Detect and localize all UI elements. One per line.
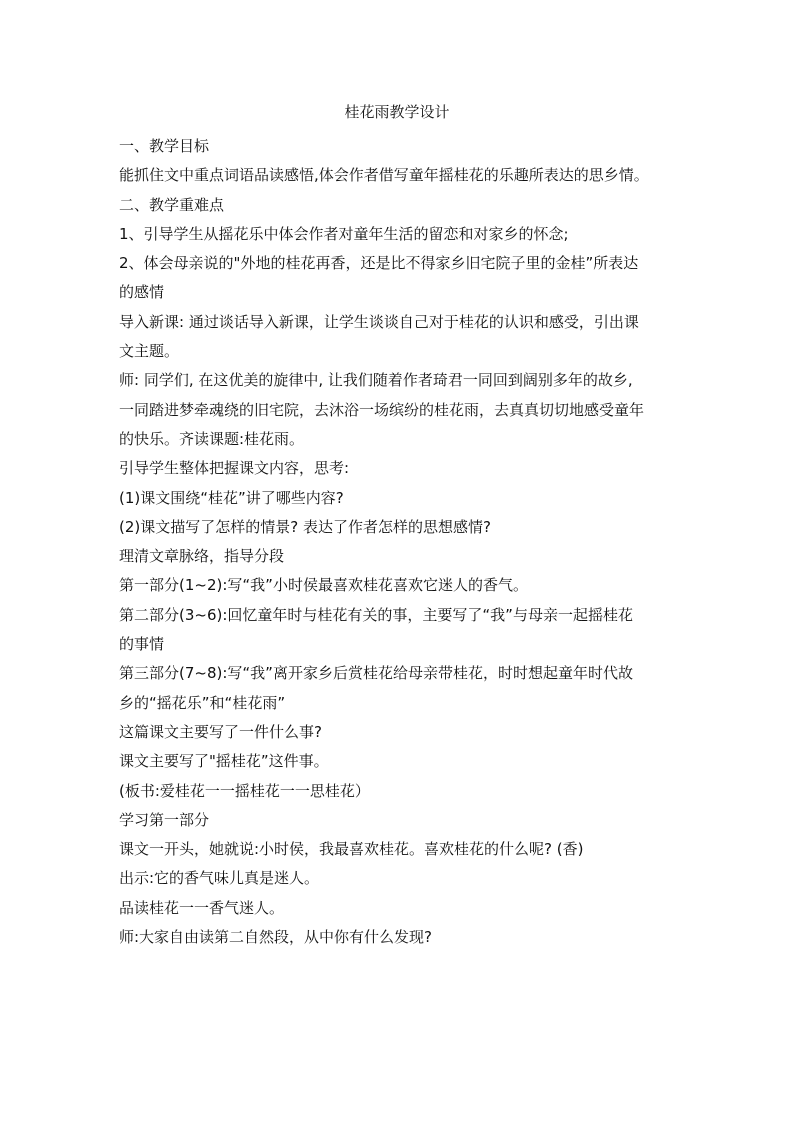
paragraph-line: 乡的“摇花乐”和“桂花雨” xyxy=(119,693,286,712)
paragraph-line: 1、引导学生从摇花乐中体会作者对童年生活的留恋和对家乡的怀念; xyxy=(119,224,569,243)
document-title: 桂花雨教学设计 xyxy=(344,103,450,121)
paragraph-line: 出示:它的香气味儿真是迷人。 xyxy=(119,869,320,888)
paragraph-line: 第二部分(3~6):回忆童年时与桂花有关的事，主要写了“我”与母亲一起摇桂花 xyxy=(119,605,633,624)
paragraph-line: 一同踏进梦牵魂绕的旧宅院，去沐浴一场缤纷的桂花雨，去真真切切地感受童年 xyxy=(119,400,645,419)
paragraph-line: 引导学生整体把握课文内容，思考: xyxy=(119,459,350,478)
paragraph-line: 课文一开头，她就说:小时侯，我最喜欢桂花。喜欢桂花的什么呢? (香) xyxy=(119,840,584,859)
paragraph-line: 的快乐。齐读课题:桂花雨。 xyxy=(119,429,305,448)
paragraph-line: 课文主要写了"摇桂花”这件事。 xyxy=(119,752,329,771)
paragraph-line: (1)课文围绕“桂花”讲了哪些内容? xyxy=(119,488,344,507)
paragraph-line: (板书:爱桂花一一摇桂花一一思桂花） xyxy=(119,781,370,800)
paragraph-line: 品读桂花一一香气迷人。 xyxy=(119,898,285,917)
paragraph-line: 第一部分(1~2):写“我”小时侯最喜欢桂花喜欢它迷人的香气。 xyxy=(119,576,528,595)
paragraph-line: 师: 同学们, 在这优美的旋律中, 让我们随着作者琦君一同回到阔别多年的故乡, xyxy=(119,371,633,390)
paragraph-line: 的感情 xyxy=(119,283,165,302)
paragraph-line: (2)课文描写了怎样的情景? 表达了作者怎样的思想感情? xyxy=(119,517,491,536)
paragraph-line: 能抓住文中重点词语品读感悟,体会作者借写童年摇桂花的乐趣所表达的思乡情。 xyxy=(119,166,649,185)
paragraph-line: 理清文章脉络，指导分段 xyxy=(119,547,285,566)
paragraph-line: 的事情 xyxy=(119,635,165,654)
paragraph-line: 这篇课文主要写了一件什么事? xyxy=(119,722,322,741)
section-heading-key-points: 二、教学重难点 xyxy=(119,195,225,214)
paragraph-line: 师:大家自由读第二自然段，从中你有什么发现? xyxy=(119,928,433,947)
paragraph-line: 学习第一部分 xyxy=(119,810,210,829)
paragraph-line: 2、体会母亲说的"外地的桂花再香，还是比不得家乡旧宅院子里的金桂”所表达 xyxy=(119,254,639,273)
section-heading-objectives: 一、教学目标 xyxy=(119,137,210,155)
paragraph-line: 第三部分(7~8):写“我”离开家乡后赏桂花给母亲带桂花，时时想起童年时代故 xyxy=(119,664,633,683)
paragraph-line: 文主题。 xyxy=(119,342,180,361)
paragraph-line: 导入新课: 通过谈话导入新课，让学生谈谈自己对于桂花的认识和感受，引出课 xyxy=(119,312,639,331)
document-body xyxy=(119,132,679,952)
